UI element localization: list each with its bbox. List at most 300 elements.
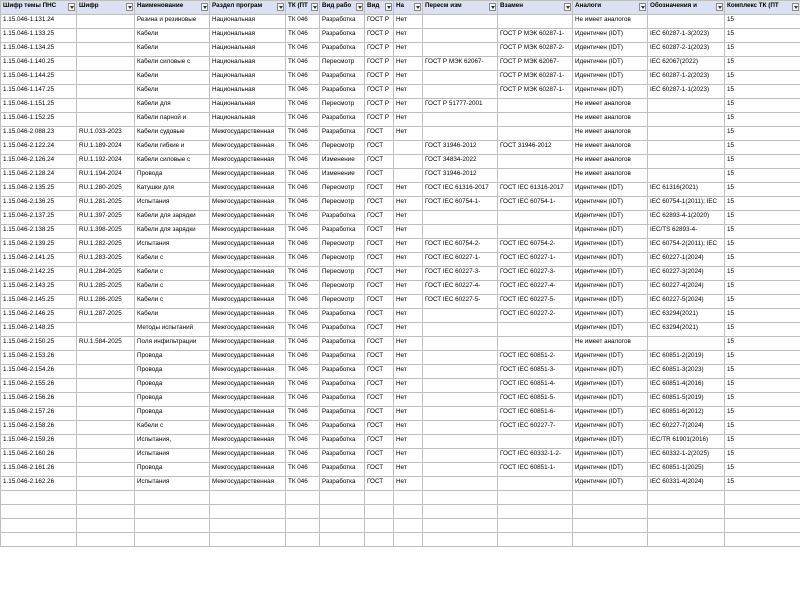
table-cell[interactable] [320,15,365,29]
table-cell[interactable] [210,281,286,295]
empty-cell[interactable] [320,533,365,547]
table-cell[interactable] [725,99,800,113]
empty-cell[interactable] [365,519,394,533]
empty-cell[interactable] [210,533,286,547]
table-cell[interactable] [77,183,135,197]
table-cell[interactable] [365,407,394,421]
table-cell[interactable] [210,477,286,491]
empty-cell[interactable] [498,491,573,505]
table-cell[interactable] [286,267,320,281]
table-cell[interactable] [365,309,394,323]
table-cell[interactable] [573,197,648,211]
table-cell[interactable] [394,43,423,57]
table-cell[interactable] [365,197,394,211]
column-header-7[interactable] [365,1,394,15]
table-cell[interactable] [573,449,648,463]
table-cell[interactable] [498,379,573,393]
table-cell[interactable] [725,197,800,211]
filter-dropdown-icon[interactable] [639,3,646,11]
table-cell[interactable] [725,43,800,57]
empty-cell[interactable] [394,491,423,505]
table-cell[interactable] [1,43,77,57]
table-cell[interactable] [135,71,210,85]
table-cell[interactable] [77,225,135,239]
table-cell[interactable] [210,113,286,127]
table-cell[interactable] [77,57,135,71]
table-cell[interactable] [498,43,573,57]
table-cell[interactable] [423,169,498,183]
table-cell[interactable] [320,435,365,449]
table-cell[interactable] [648,421,725,435]
table-cell[interactable] [725,393,800,407]
table-cell[interactable] [1,435,77,449]
table-cell[interactable] [320,211,365,225]
table-cell[interactable] [135,57,210,71]
table-cell[interactable] [573,127,648,141]
table-cell[interactable] [648,253,725,267]
table-cell[interactable] [423,183,498,197]
table-cell[interactable] [210,127,286,141]
table-cell[interactable] [423,323,498,337]
empty-cell[interactable] [77,533,135,547]
table-cell[interactable] [210,57,286,71]
table-cell[interactable] [725,141,800,155]
table-cell[interactable] [423,281,498,295]
column-header-5[interactable] [286,1,320,15]
table-cell[interactable] [498,407,573,421]
table-cell[interactable] [1,477,77,491]
table-cell[interactable] [135,463,210,477]
table-cell[interactable] [135,421,210,435]
table-cell[interactable] [573,351,648,365]
table-cell[interactable] [648,449,725,463]
empty-cell[interactable] [498,533,573,547]
table-cell[interactable] [365,225,394,239]
table-cell[interactable] [498,393,573,407]
empty-cell[interactable] [498,519,573,533]
table-cell[interactable] [648,267,725,281]
table-cell[interactable] [1,169,77,183]
table-cell[interactable] [77,379,135,393]
table-cell[interactable] [394,57,423,71]
filter-dropdown-icon[interactable] [277,3,284,11]
table-cell[interactable] [1,379,77,393]
table-cell[interactable] [286,29,320,43]
table-cell[interactable] [498,295,573,309]
table-cell[interactable] [210,197,286,211]
table-cell[interactable] [394,197,423,211]
table-cell[interactable] [648,393,725,407]
table-cell[interactable] [1,155,77,169]
table-cell[interactable] [423,421,498,435]
table-cell[interactable] [648,435,725,449]
filter-dropdown-icon[interactable] [68,3,75,11]
table-cell[interactable] [573,29,648,43]
table-cell[interactable] [286,337,320,351]
table-cell[interactable] [1,407,77,421]
table-cell[interactable] [365,57,394,71]
table-cell[interactable] [1,337,77,351]
table-cell[interactable] [573,267,648,281]
table-cell[interactable] [573,239,648,253]
table-cell[interactable] [1,197,77,211]
table-cell[interactable] [210,183,286,197]
table-cell[interactable] [135,393,210,407]
table-cell[interactable] [77,281,135,295]
empty-cell[interactable] [648,491,725,505]
table-cell[interactable] [423,85,498,99]
table-cell[interactable] [135,85,210,99]
table-cell[interactable] [423,477,498,491]
table-cell[interactable] [365,169,394,183]
column-header-9[interactable] [423,1,498,15]
empty-cell[interactable] [394,505,423,519]
table-cell[interactable] [725,225,800,239]
table-cell[interactable] [365,379,394,393]
table-cell[interactable] [573,183,648,197]
table-cell[interactable] [210,421,286,435]
empty-cell[interactable] [135,519,210,533]
table-cell[interactable] [648,113,725,127]
table-cell[interactable] [135,197,210,211]
table-cell[interactable] [648,29,725,43]
table-cell[interactable] [77,323,135,337]
table-cell[interactable] [498,421,573,435]
table-cell[interactable] [77,15,135,29]
table-cell[interactable] [394,337,423,351]
table-cell[interactable] [365,113,394,127]
table-cell[interactable] [286,99,320,113]
empty-cell[interactable] [210,491,286,505]
table-cell[interactable] [286,197,320,211]
table-cell[interactable] [423,393,498,407]
table-cell[interactable] [77,99,135,113]
table-cell[interactable] [77,407,135,421]
table-cell[interactable] [394,225,423,239]
table-cell[interactable] [648,183,725,197]
table-cell[interactable] [365,127,394,141]
table-cell[interactable] [286,225,320,239]
table-cell[interactable] [286,365,320,379]
table-cell[interactable] [135,379,210,393]
empty-cell[interactable] [365,505,394,519]
table-cell[interactable] [135,337,210,351]
table-cell[interactable] [573,71,648,85]
empty-cell[interactable] [286,491,320,505]
table-cell[interactable] [286,281,320,295]
empty-cell[interactable] [394,533,423,547]
table-cell[interactable] [394,113,423,127]
table-cell[interactable] [648,71,725,85]
table-cell[interactable] [1,281,77,295]
table-cell[interactable] [573,421,648,435]
table-cell[interactable] [320,197,365,211]
empty-cell[interactable] [320,491,365,505]
table-cell[interactable] [725,127,800,141]
empty-cell[interactable] [210,519,286,533]
empty-cell[interactable] [1,505,77,519]
table-cell[interactable] [135,127,210,141]
table-cell[interactable] [77,449,135,463]
table-cell[interactable] [423,197,498,211]
table-cell[interactable] [210,449,286,463]
table-cell[interactable] [286,309,320,323]
table-cell[interactable] [1,183,77,197]
table-cell[interactable] [135,29,210,43]
filter-dropdown-icon[interactable] [201,3,208,11]
table-cell[interactable] [573,85,648,99]
table-cell[interactable] [394,421,423,435]
table-cell[interactable] [1,141,77,155]
table-cell[interactable] [365,253,394,267]
table-cell[interactable] [394,435,423,449]
table-cell[interactable] [423,463,498,477]
column-header-8[interactable] [394,1,423,15]
table-cell[interactable] [365,393,394,407]
table-cell[interactable] [573,99,648,113]
table-cell[interactable] [210,99,286,113]
table-cell[interactable] [210,323,286,337]
table-cell[interactable] [77,435,135,449]
table-cell[interactable] [573,225,648,239]
table-cell[interactable] [210,239,286,253]
table-cell[interactable] [725,337,800,351]
table-cell[interactable] [77,29,135,43]
table-cell[interactable] [648,323,725,337]
table-cell[interactable] [77,421,135,435]
table-cell[interactable] [365,337,394,351]
table-cell[interactable] [725,407,800,421]
table-cell[interactable] [725,267,800,281]
table-cell[interactable] [725,421,800,435]
table-cell[interactable] [320,141,365,155]
table-cell[interactable] [320,281,365,295]
table-cell[interactable] [498,29,573,43]
table-cell[interactable] [725,379,800,393]
table-cell[interactable] [77,295,135,309]
table-cell[interactable] [423,449,498,463]
table-cell[interactable] [365,477,394,491]
table-cell[interactable] [210,71,286,85]
filter-dropdown-icon[interactable] [356,3,363,11]
table-cell[interactable] [135,295,210,309]
table-cell[interactable] [320,113,365,127]
table-cell[interactable] [365,449,394,463]
table-cell[interactable] [286,477,320,491]
table-cell[interactable] [135,323,210,337]
table-cell[interactable] [77,71,135,85]
table-cell[interactable] [394,309,423,323]
table-cell[interactable] [320,295,365,309]
table-cell[interactable] [394,211,423,225]
table-cell[interactable] [423,295,498,309]
empty-cell[interactable] [210,505,286,519]
table-cell[interactable] [394,295,423,309]
column-header-2[interactable] [77,1,135,15]
empty-cell[interactable] [423,533,498,547]
table-cell[interactable] [394,183,423,197]
table-cell[interactable] [365,323,394,337]
table-cell[interactable] [498,57,573,71]
table-cell[interactable] [77,365,135,379]
table-cell[interactable] [286,85,320,99]
table-cell[interactable] [320,337,365,351]
table-cell[interactable] [320,57,365,71]
table-cell[interactable] [725,309,800,323]
table-cell[interactable] [210,379,286,393]
table-cell[interactable] [135,365,210,379]
table-cell[interactable] [135,253,210,267]
table-cell[interactable] [648,169,725,183]
table-cell[interactable] [648,281,725,295]
table-cell[interactable] [573,309,648,323]
table-cell[interactable] [210,393,286,407]
table-cell[interactable] [1,393,77,407]
table-cell[interactable] [648,477,725,491]
table-cell[interactable] [394,71,423,85]
column-header-10[interactable] [498,1,573,15]
table-cell[interactable] [365,351,394,365]
table-cell[interactable] [725,463,800,477]
table-cell[interactable] [498,71,573,85]
table-cell[interactable] [320,379,365,393]
table-cell[interactable] [286,435,320,449]
table-cell[interactable] [573,211,648,225]
table-cell[interactable] [498,351,573,365]
table-cell[interactable] [648,57,725,71]
table-cell[interactable] [498,253,573,267]
empty-cell[interactable] [725,505,800,519]
empty-cell[interactable] [573,533,648,547]
table-cell[interactable] [423,113,498,127]
table-cell[interactable] [573,379,648,393]
empty-cell[interactable] [498,505,573,519]
empty-cell[interactable] [573,505,648,519]
empty-cell[interactable] [1,491,77,505]
table-cell[interactable] [320,155,365,169]
table-cell[interactable] [1,239,77,253]
table-cell[interactable] [320,239,365,253]
table-cell[interactable] [648,239,725,253]
table-cell[interactable] [498,239,573,253]
table-cell[interactable] [498,113,573,127]
table-cell[interactable] [725,15,800,29]
table-cell[interactable] [77,85,135,99]
empty-cell[interactable] [365,491,394,505]
empty-cell[interactable] [365,533,394,547]
table-cell[interactable] [725,239,800,253]
table-cell[interactable] [320,309,365,323]
table-cell[interactable] [1,29,77,43]
empty-cell[interactable] [286,533,320,547]
table-cell[interactable] [498,183,573,197]
table-cell[interactable] [1,57,77,71]
table-cell[interactable] [725,365,800,379]
table-cell[interactable] [423,309,498,323]
table-cell[interactable] [648,295,725,309]
table-cell[interactable] [423,337,498,351]
filter-dropdown-icon[interactable] [792,3,799,11]
empty-cell[interactable] [725,533,800,547]
table-cell[interactable] [498,85,573,99]
table-cell[interactable] [725,169,800,183]
table-cell[interactable] [210,225,286,239]
table-cell[interactable] [648,127,725,141]
table-cell[interactable] [498,449,573,463]
table-cell[interactable] [77,253,135,267]
table-cell[interactable] [394,449,423,463]
empty-cell[interactable] [320,519,365,533]
table-cell[interactable] [286,253,320,267]
table-cell[interactable] [320,421,365,435]
table-cell[interactable] [725,183,800,197]
table-cell[interactable] [573,435,648,449]
table-cell[interactable] [210,267,286,281]
table-cell[interactable] [648,85,725,99]
table-cell[interactable] [320,127,365,141]
table-cell[interactable] [135,15,210,29]
table-cell[interactable] [210,15,286,29]
table-cell[interactable] [286,421,320,435]
table-cell[interactable] [573,393,648,407]
table-cell[interactable] [135,351,210,365]
filter-dropdown-icon[interactable] [414,3,421,11]
table-cell[interactable] [498,225,573,239]
empty-cell[interactable] [648,533,725,547]
table-cell[interactable] [423,365,498,379]
table-cell[interactable] [365,29,394,43]
table-cell[interactable] [365,99,394,113]
table-cell[interactable] [394,365,423,379]
table-cell[interactable] [286,15,320,29]
table-cell[interactable] [498,323,573,337]
table-cell[interactable] [648,379,725,393]
table-cell[interactable] [286,295,320,309]
empty-cell[interactable] [286,519,320,533]
table-cell[interactable] [77,267,135,281]
table-cell[interactable] [394,169,423,183]
table-cell[interactable] [573,113,648,127]
table-cell[interactable] [320,169,365,183]
table-cell[interactable] [725,155,800,169]
table-cell[interactable] [725,435,800,449]
empty-cell[interactable] [135,491,210,505]
table-cell[interactable] [725,295,800,309]
table-cell[interactable] [135,309,210,323]
column-header-11[interactable] [573,1,648,15]
table-cell[interactable] [725,29,800,43]
table-cell[interactable] [394,141,423,155]
table-cell[interactable] [320,407,365,421]
table-cell[interactable] [648,337,725,351]
table-cell[interactable] [498,267,573,281]
table-cell[interactable] [1,421,77,435]
table-cell[interactable] [1,211,77,225]
table-cell[interactable] [365,71,394,85]
table-cell[interactable] [286,393,320,407]
table-cell[interactable] [365,365,394,379]
table-cell[interactable] [573,281,648,295]
column-header-12[interactable] [648,1,725,15]
table-cell[interactable] [394,463,423,477]
table-cell[interactable] [1,351,77,365]
table-cell[interactable] [77,477,135,491]
table-cell[interactable] [498,365,573,379]
table-cell[interactable] [725,211,800,225]
table-cell[interactable] [210,309,286,323]
table-cell[interactable] [286,183,320,197]
table-cell[interactable] [423,57,498,71]
